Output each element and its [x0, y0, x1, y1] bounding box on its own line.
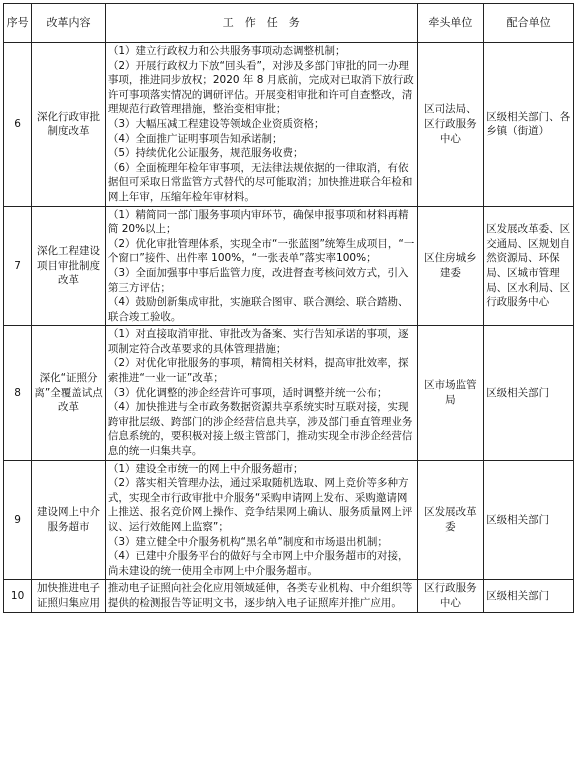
row-topic: 深化“证照分离”全覆盖试点改革: [32, 326, 106, 460]
table-row: [4, 206, 574, 326]
row-tasks: [105, 460, 417, 580]
row-topic: 深化行政审批制度改革: [32, 43, 106, 207]
reform-task-table: [3, 3, 574, 613]
row-coop-unit: 区级相关部门: [484, 326, 574, 460]
task-item: （2）优化审批管理体系，实现全市“一张蓝图”统筹生成项目，“一个窗口”接件、出件率 100%，“一张表单”落实率100%；: [107, 237, 415, 265]
row-lead-unit: 区发展改革委: [417, 460, 484, 580]
header-coop: 配合单位: [484, 4, 574, 43]
row-lead-unit: 区住房城乡建委: [417, 206, 484, 326]
task-item: （1）精简同一部门服务事项内审环节，确保申报事项和材料再精简 20%以上；: [107, 208, 409, 236]
row-coop-unit: 区发展改革委、区交通局、区规划自然资源局、环保局、区城市管理局、区水利局、区行政服务中心: [484, 206, 574, 326]
task-item: （2）对优化审批服务的事项，精简相关材料，提高审批效率，探索推进“一业一证”改革；: [107, 357, 409, 385]
task-item: （1）建设全市统一的网上中介服务超市；: [107, 462, 304, 475]
row-number: 7: [4, 206, 32, 326]
task-item: （2）开展行政权力下放“回头看”，对涉及多部门审批的同一办理事项，推进同步放权；2020 年 8 月底前，完成对已取消下放行政许可事项落实情况的调研评估。开展变相审批和许可自查整改，清理规范行政管理措施，整治变相审批；: [107, 59, 414, 116]
task-item: （3）大幅压减工程建设等领域企业资质资格；: [107, 117, 325, 130]
task-item: （5）持续优化公证服务，规范服务收费；: [107, 147, 304, 160]
table-row: [4, 326, 574, 460]
table-row: [4, 580, 574, 612]
task-item: 推动电子证照向社会化应用领域延伸，各类专业机构、中介组织等提供的检测报告等证明文书，逐步纳入电子证照库并推广应用。: [107, 582, 413, 609]
row-number: 9: [4, 460, 32, 580]
task-item: （4）已建中介服务平台的做好与全市网上中介服务超市的对接，尚未建设的统一使用全市网上中介服务超市。: [107, 550, 409, 577]
header-no: 序号: [4, 4, 32, 43]
row-tasks: [105, 326, 417, 460]
row-topic: 建设网上中介服务超市: [32, 460, 106, 580]
header-tasks: 工 作 任 务: [105, 4, 417, 43]
row-coop-unit: 区级相关部门: [484, 460, 574, 580]
task-item: （3）建立健全中介服务机构“黑名单”制度和市场退出机制；: [107, 535, 388, 548]
row-lead-unit: 区行政服务中心: [417, 580, 484, 612]
header-topic: 改革内容: [32, 4, 106, 43]
task-item: （4）全面推广证明事项告知承诺制；: [107, 132, 283, 145]
task-item: （2）落实相关管理办法，通过采取随机选取、网上竞价等多种方式，实现全市行政审批中介服务“采购申请网上发布、采购邀请网上推送、报名竞价网上操作、竞争结果网上确认、服务质量网上评议、运行效能网上监察”；: [107, 477, 413, 533]
task-item: （6）全面梳理年检年审事项，无法律法规依据的一律取消，有依据但可采取日常监管方式替代的尽可能取消；加快推进联合年检和网上年审，压缩年检年审材料。: [107, 161, 413, 203]
row-topic: 加快推进电子证照归集应用: [32, 580, 106, 612]
task-item: （4）加快推进与全市政务数据资源共享系统实时互联对接，实现跨审批层级、跨部门的涉企经营信息共享，涉及部门垂直管理业务信息系统的，要积极对接上级主管部门，推动实现全市涉企经营信息的统一归集共享。: [107, 401, 413, 458]
row-tasks: [105, 206, 417, 326]
row-number: 8: [4, 326, 32, 460]
row-lead-unit: 区司法局、区行政服务中心: [417, 43, 484, 207]
row-coop-unit: 区级相关部门、各乡镇（街道）: [484, 43, 574, 207]
table-row: [4, 43, 574, 207]
task-item: （3）全面加强事中事后监管力度，改进督查考核问效方式，引入第三方评估；: [107, 266, 409, 294]
row-topic: 深化工程建设项目审批制度改革: [32, 206, 106, 326]
row-tasks: [105, 43, 417, 207]
task-item: （3）优化调整的涉企经营许可事项，适时调整并统一公布；: [107, 386, 388, 399]
task-item: （1）对直接取消审批、审批改为备案、实行告知承诺的事项，逐项制定符合改革要求的具体管理措施；: [107, 328, 409, 355]
row-number: 6: [4, 43, 32, 207]
table-row: [4, 460, 574, 580]
row-lead-unit: 区市场监管局: [417, 326, 484, 460]
row-number: 10: [4, 580, 32, 612]
row-tasks: [105, 580, 417, 612]
row-coop-unit: 区级相关部门: [484, 580, 574, 612]
task-item: （1）建立行政权力和公共服务事项动态调整机制；: [107, 45, 346, 57]
table-header-row: [4, 4, 574, 43]
task-item: （4）鼓励创新集成审批，实施联合图审、联合测绘、联合踏勘、联合竣工验收。: [107, 296, 409, 323]
header-lead: 牵头单位: [417, 4, 484, 43]
